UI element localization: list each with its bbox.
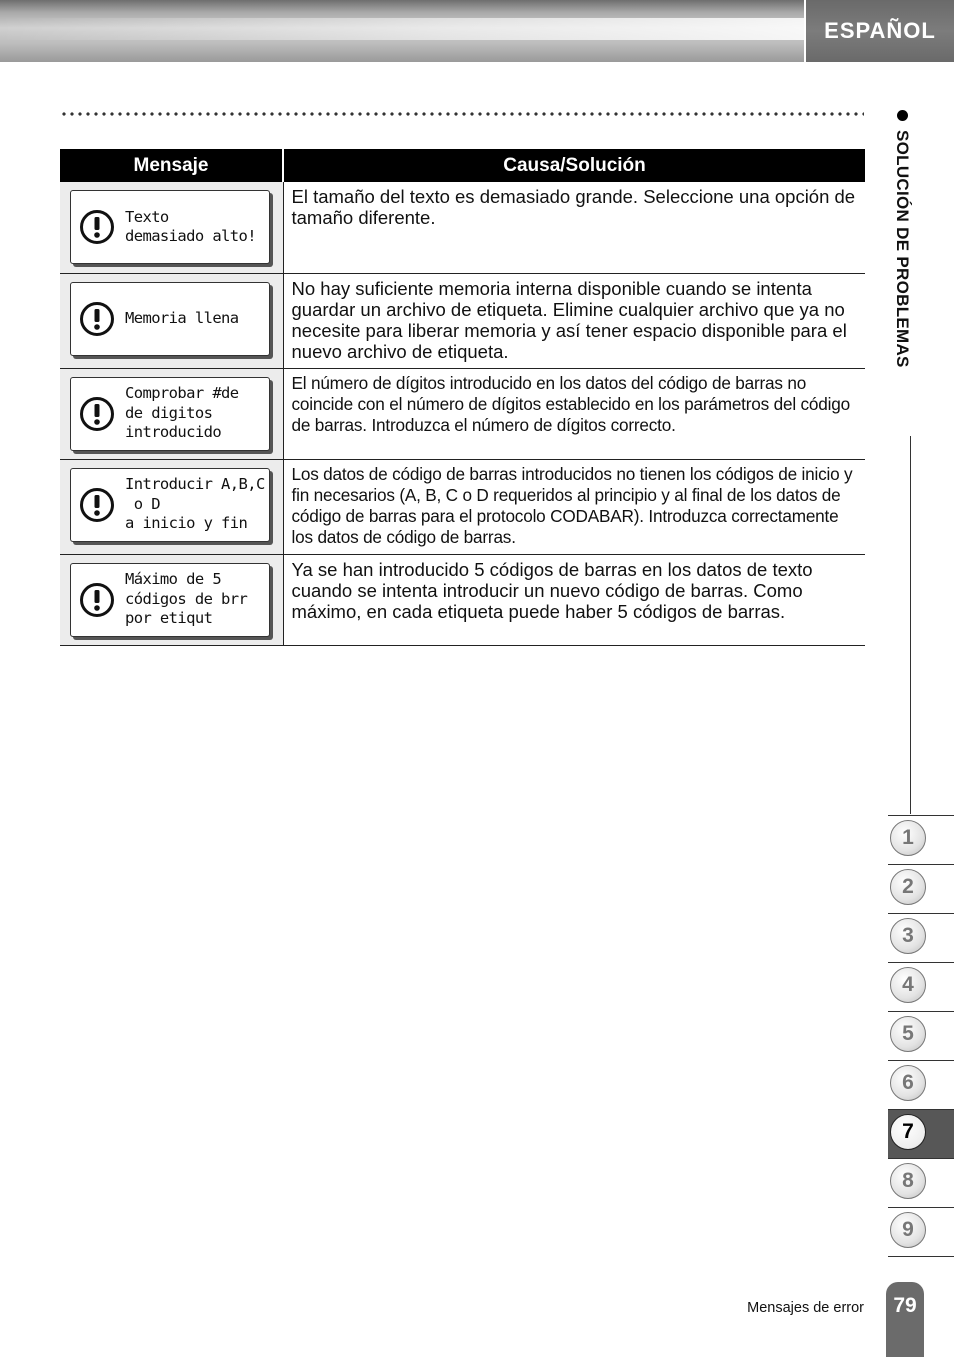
section-title-label: SOLUCIÓN DE PROBLEMAS bbox=[893, 130, 912, 368]
footer-section-label: Mensajes de error bbox=[747, 1300, 864, 1316]
chapter-tab-8[interactable] bbox=[888, 1158, 954, 1207]
chapter-tab-9[interactable] bbox=[888, 1207, 954, 1257]
lcd-display bbox=[70, 377, 270, 451]
chapter-tab-6[interactable] bbox=[888, 1060, 954, 1109]
sidebar-divider bbox=[910, 436, 911, 814]
chapter-tab-5[interactable] bbox=[888, 1011, 954, 1060]
chapter-tab-4[interactable] bbox=[888, 962, 954, 1011]
lcd-display bbox=[70, 282, 270, 356]
cause-cell: El tamaño del texto es demasiado grande. Seleccione una opción de tamaño diferente. bbox=[283, 182, 865, 273]
chapter-tab-3[interactable] bbox=[888, 913, 954, 962]
language-tab: ESPAÑOL bbox=[806, 0, 954, 62]
chapter-number: 6 bbox=[890, 1065, 926, 1101]
exclamation-circle-icon bbox=[79, 209, 115, 245]
header-banner bbox=[0, 0, 804, 62]
exclamation-circle-icon bbox=[79, 396, 115, 432]
column-header-cause: Causa/Solución bbox=[283, 149, 865, 182]
column-header-message: Mensaje bbox=[60, 149, 283, 182]
lcd-display bbox=[70, 468, 270, 542]
cause-cell: Los datos de código de barras introducidos no tienen los códigos de inicio y fin necesarios (A, B, C o D requeridos al principio y al final de los datos de código de barras para el protocolo CODABAR). Introduzca correctamente los datos de código de barras. bbox=[283, 459, 865, 554]
table-row bbox=[60, 182, 865, 273]
message-cell bbox=[60, 182, 283, 273]
chapter-number: 1 bbox=[890, 820, 926, 856]
sidebar-section-title bbox=[894, 110, 924, 430]
page-number: 79 bbox=[886, 1282, 924, 1357]
chapter-tab-2[interactable] bbox=[888, 864, 954, 913]
lcd-message: Máximo de 5 códigos de brr por etiqut bbox=[125, 570, 248, 628]
message-cell bbox=[60, 273, 283, 368]
lcd-message: Introducir A,B,C o D a inicio y fin bbox=[125, 475, 265, 533]
table-row bbox=[60, 273, 865, 368]
chapter-number: 5 bbox=[890, 1016, 926, 1052]
message-cell bbox=[60, 459, 283, 554]
exclamation-circle-icon bbox=[79, 487, 115, 523]
lcd-display bbox=[70, 563, 270, 637]
table-header-row bbox=[60, 149, 865, 182]
bullet-icon bbox=[897, 110, 908, 121]
chapter-number: 4 bbox=[890, 967, 926, 1003]
chapter-number: 7 bbox=[890, 1114, 926, 1150]
message-cell bbox=[60, 368, 283, 459]
error-message-table bbox=[60, 149, 865, 646]
lcd-display bbox=[70, 190, 270, 264]
chapter-number: 9 bbox=[890, 1212, 926, 1248]
message-cell bbox=[60, 554, 283, 645]
chapter-number: 8 bbox=[890, 1163, 926, 1199]
table-row bbox=[60, 368, 865, 459]
cause-cell: No hay suficiente memoria interna disponible cuando se intenta guardar un archivo de etiqueta. Elimine cualquier archivo que ya no necesite para liberar memoria y así tener espacio disponible para el nuevo archivo de etiqueta. bbox=[283, 273, 865, 368]
chapter-number: 2 bbox=[890, 869, 926, 905]
header-shine bbox=[0, 18, 804, 40]
table-row bbox=[60, 459, 865, 554]
lcd-message: Memoria llena bbox=[125, 308, 239, 327]
chapter-tab-1[interactable] bbox=[888, 815, 954, 864]
exclamation-circle-icon bbox=[79, 582, 115, 618]
chapter-tab-7[interactable] bbox=[888, 1109, 954, 1158]
chapter-tabs bbox=[888, 815, 954, 1257]
dotted-separator bbox=[60, 112, 864, 116]
cause-cell: Ya se han introducido 5 códigos de barras en los datos de texto cuando se intenta introducir un nuevo código de barras. Como máximo, en cada etiqueta puede haber 5 códigos de barras. bbox=[283, 554, 865, 645]
cause-cell: El número de dígitos introducido en los datos del código de barras no coincide con el número de dígitos establecido en los parámetros del código de barras. Introduzca el número de dígitos correcto. bbox=[283, 368, 865, 459]
exclamation-circle-icon bbox=[79, 301, 115, 337]
table-row bbox=[60, 554, 865, 645]
chapter-number: 3 bbox=[890, 918, 926, 954]
lcd-message: Comprobar #de de digitos introducido bbox=[125, 384, 239, 442]
lcd-message: Texto demasiado alto! bbox=[125, 207, 256, 245]
